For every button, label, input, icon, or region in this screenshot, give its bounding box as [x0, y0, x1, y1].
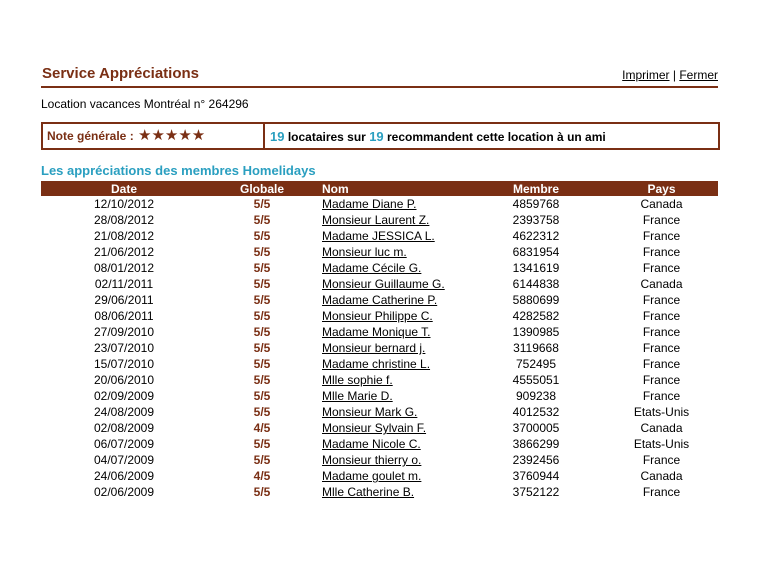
table-row — [41, 340, 718, 356]
reviewer-name-cell — [317, 244, 467, 260]
recommendation-summary — [270, 129, 606, 144]
review-date-cell: 15/07/2010 — [93, 357, 155, 371]
review-score-cell: 5/5 — [253, 357, 271, 371]
country-cell: France — [642, 213, 681, 227]
close-link[interactable]: Fermer — [679, 68, 718, 82]
country-cell: Canada — [640, 277, 683, 291]
review-score-cell: 5/5 — [253, 229, 271, 243]
review-date-cell: 24/06/2009 — [93, 469, 155, 483]
review-date-cell: 23/07/2010 — [93, 341, 155, 355]
country-cell: Canada — [640, 469, 683, 483]
table-row — [41, 324, 718, 340]
review-score-cell: 5/5 — [253, 261, 271, 275]
table-row — [41, 228, 718, 244]
reviewer-name-cell — [317, 372, 467, 388]
reviewer-name-link[interactable]: Madame Monique T. — [322, 325, 431, 339]
member-id-cell: 3866299 — [512, 437, 560, 451]
review-score-cell: 5/5 — [253, 341, 271, 355]
review-score-cell: 5/5 — [253, 453, 271, 467]
reviewer-name-link[interactable]: Madame christine L. — [322, 357, 431, 371]
header-globale: Globale — [207, 181, 317, 196]
reviewer-name-cell — [317, 260, 467, 276]
country-cell: Etats-Unis — [633, 405, 690, 419]
reviews-section-title: Les appréciations des membres Homelidays — [41, 163, 316, 178]
reviewer-name-link[interactable]: Monsieur bernard j. — [322, 341, 426, 355]
country-cell: France — [642, 485, 681, 499]
reviewer-name-link[interactable]: Monsieur luc m. — [322, 245, 407, 259]
reviewer-name-link[interactable]: Madame Cécile G. — [322, 261, 422, 275]
link-separator: | — [672, 68, 676, 82]
reviewer-name-link[interactable]: Monsieur Guillaume G. — [322, 277, 445, 291]
country-cell: France — [642, 261, 681, 275]
review-date-cell: 21/08/2012 — [93, 229, 155, 243]
table-row — [41, 452, 718, 468]
tenant-count: 19 — [270, 129, 285, 144]
member-id-cell: 4012532 — [512, 405, 560, 419]
table-row — [41, 388, 718, 404]
reviewer-name-link[interactable]: Madame JESSICA L. — [322, 229, 435, 243]
star-rating-icon: ★★★★★ — [138, 127, 206, 144]
table-row — [41, 308, 718, 324]
page-header — [41, 64, 718, 88]
review-date-cell: 12/10/2012 — [93, 197, 155, 211]
reviews-table — [41, 181, 718, 500]
reviewer-name-link[interactable]: Monsieur Philippe C. — [322, 309, 433, 323]
table-row — [41, 356, 718, 372]
member-id-cell: 6144838 — [512, 277, 560, 291]
review-date-cell: 02/08/2009 — [93, 421, 155, 435]
reviewer-name-cell — [317, 404, 467, 420]
reviewer-name-cell — [317, 292, 467, 308]
recommend-count: 19 — [369, 129, 384, 144]
reviewer-name-link[interactable]: Mlle Marie D. — [322, 389, 393, 403]
header-nom: Nom — [317, 181, 467, 196]
reviewer-name-link[interactable]: Monsieur Mark G. — [322, 405, 418, 419]
review-date-cell: 28/08/2012 — [93, 213, 155, 227]
location-title: Location vacances Montréal n° 264296 — [41, 97, 249, 111]
country-cell: France — [642, 309, 681, 323]
reviewer-name-cell — [317, 196, 467, 212]
reviewer-name-cell — [317, 388, 467, 404]
header-membre: Membre — [467, 181, 605, 196]
reviewer-name-cell — [317, 420, 467, 436]
reviewer-name-cell — [317, 356, 467, 372]
member-id-cell: 2393758 — [512, 213, 560, 227]
country-cell: France — [642, 293, 681, 307]
recommendation-text-1: locataires sur — [287, 130, 366, 144]
review-date-cell: 02/09/2009 — [93, 389, 155, 403]
reviewer-name-cell — [317, 484, 467, 500]
review-score-cell: 5/5 — [253, 389, 271, 403]
member-id-cell: 3700005 — [512, 421, 560, 435]
rating-label: Note générale : — [47, 129, 134, 143]
reviewer-name-cell — [317, 436, 467, 452]
table-row — [41, 196, 718, 212]
country-cell: France — [642, 453, 681, 467]
reviewer-name-link[interactable]: Monsieur Sylvain F. — [322, 421, 427, 435]
review-score-cell: 4/5 — [253, 421, 271, 435]
reviewer-name-link[interactable]: Madame goulet m. — [322, 469, 422, 483]
reviewer-name-link[interactable]: Monsieur Laurent Z. — [322, 213, 430, 227]
reviewer-name-cell — [317, 212, 467, 228]
member-id-cell: 3760944 — [512, 469, 560, 483]
review-date-cell: 20/06/2010 — [93, 373, 155, 387]
member-id-cell: 2392456 — [512, 453, 560, 467]
member-id-cell: 752495 — [515, 357, 557, 371]
review-date-cell: 08/01/2012 — [93, 261, 155, 275]
print-link[interactable]: Imprimer — [622, 68, 670, 82]
table-row — [41, 372, 718, 388]
table-row — [41, 420, 718, 436]
review-score-cell: 5/5 — [253, 485, 271, 499]
member-id-cell: 4555051 — [512, 373, 560, 387]
table-row — [41, 276, 718, 292]
country-cell: France — [642, 229, 681, 243]
page-title: Service Appréciations — [42, 65, 200, 82]
review-score-cell: 5/5 — [253, 405, 271, 419]
reviewer-name-link[interactable]: Monsieur thierry o. — [322, 453, 422, 467]
overall-rating — [43, 124, 265, 148]
header-pays: Pays — [605, 181, 718, 196]
table-row — [41, 212, 718, 228]
review-score-cell: 5/5 — [253, 437, 271, 451]
reviewer-name-link[interactable]: Mlle sophie f. — [322, 373, 393, 387]
header-date: Date — [41, 181, 207, 196]
country-cell: Etats-Unis — [633, 437, 690, 451]
member-id-cell: 3119668 — [513, 341, 559, 355]
table-row — [41, 260, 718, 276]
table-row — [41, 468, 718, 484]
review-date-cell: 27/09/2010 — [93, 325, 155, 339]
reviewer-name-link[interactable]: Madame Diane P. — [322, 197, 417, 211]
review-date-cell: 24/08/2009 — [93, 405, 155, 419]
table-row — [41, 404, 718, 420]
reviewer-name-cell — [317, 308, 467, 324]
table-row — [41, 244, 718, 260]
review-score-cell: 5/5 — [253, 325, 271, 339]
review-date-cell: 08/06/2011 — [94, 309, 154, 323]
member-id-cell: 3752122 — [512, 485, 560, 499]
review-score-cell: 5/5 — [253, 197, 271, 211]
member-id-cell: 4622312 — [512, 229, 560, 243]
review-score-cell: 5/5 — [253, 293, 271, 307]
review-score-cell: 5/5 — [253, 277, 271, 291]
member-id-cell: 4282582 — [512, 309, 560, 323]
table-row — [41, 436, 718, 452]
review-score-cell: 5/5 — [253, 245, 271, 259]
country-cell: France — [642, 245, 681, 259]
reviewer-name-link[interactable]: Mlle Catherine B. — [322, 485, 415, 499]
review-date-cell: 21/06/2012 — [93, 245, 155, 259]
review-date-cell: 29/06/2011 — [94, 293, 154, 307]
reviewer-name-cell — [317, 452, 467, 468]
member-id-cell: 4859768 — [512, 197, 560, 211]
country-cell: France — [642, 389, 681, 403]
country-cell: France — [642, 341, 681, 355]
rating-box — [41, 122, 720, 150]
member-id-cell: 1341619 — [512, 261, 560, 275]
review-date-cell: 02/06/2009 — [93, 485, 155, 499]
review-score-cell: 5/5 — [253, 373, 271, 387]
reviewer-name-cell — [317, 276, 467, 292]
review-score-cell: 5/5 — [253, 309, 271, 323]
member-id-cell: 5880699 — [512, 293, 560, 307]
country-cell: Canada — [640, 421, 683, 435]
reviewer-name-cell — [317, 324, 467, 340]
table-row — [41, 292, 718, 308]
member-id-cell: 909238 — [515, 389, 557, 403]
review-score-cell: 5/5 — [253, 213, 271, 227]
country-cell: Canada — [640, 197, 683, 211]
reviewer-name-cell — [317, 340, 467, 356]
member-id-cell: 6831954 — [512, 245, 560, 259]
review-date-cell: 04/07/2009 — [93, 453, 155, 467]
country-cell: France — [642, 373, 681, 387]
country-cell: France — [642, 357, 681, 371]
review-score-cell: 4/5 — [253, 469, 271, 483]
recommendation-text-2: recommandent cette location à un ami — [387, 130, 606, 144]
country-cell: France — [642, 325, 681, 339]
table-row — [41, 484, 718, 500]
member-id-cell: 1390985 — [512, 325, 560, 339]
reviewer-name-link[interactable]: Madame Catherine P. — [322, 293, 438, 307]
reviewer-name-link[interactable]: Madame Nicole C. — [322, 437, 421, 451]
reviewer-name-cell — [317, 228, 467, 244]
reviewer-name-cell — [317, 468, 467, 484]
header-links — [622, 68, 718, 82]
review-date-cell: 06/07/2009 — [93, 437, 155, 451]
table-header-row — [41, 181, 718, 196]
review-date-cell: 02/11/2011 — [94, 277, 154, 291]
